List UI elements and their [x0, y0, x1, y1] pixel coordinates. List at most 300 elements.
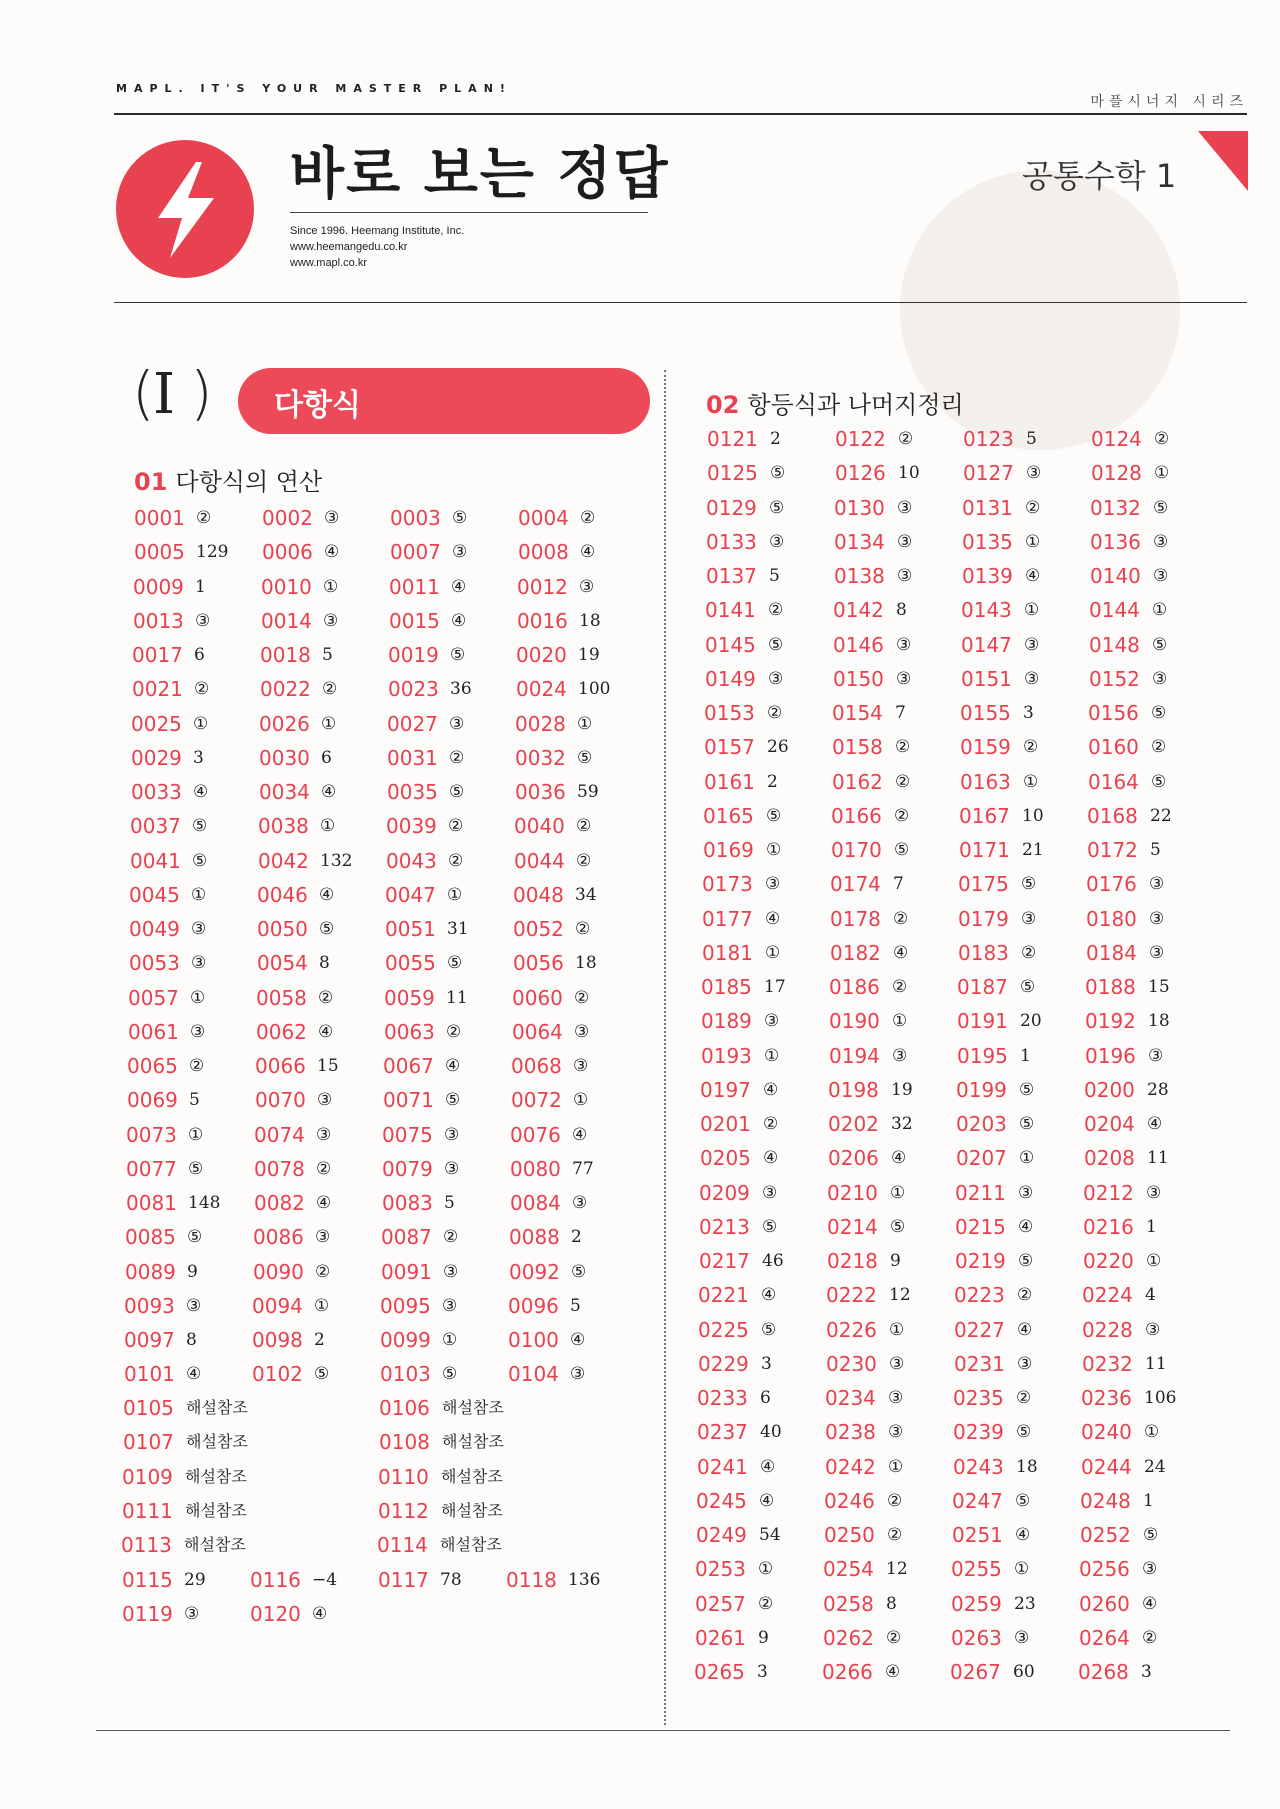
answer-value: 78: [440, 1570, 462, 1590]
answer-item: [834, 561, 913, 591]
question-number: 0098: [252, 1328, 303, 1352]
question-number: 0052: [513, 917, 564, 941]
question-number: 0118: [506, 1568, 557, 1592]
answer-item: [827, 1212, 906, 1242]
answer-value: ④: [319, 885, 335, 905]
answer-value: ⑤: [1151, 772, 1167, 792]
answer-value: 3: [1141, 1662, 1152, 1682]
answer-value: ④: [759, 1491, 775, 1511]
answer-item: [380, 1291, 458, 1321]
answer-item: [832, 767, 911, 797]
answer-value: 7: [895, 703, 906, 723]
answer-value: 1: [1143, 1491, 1154, 1511]
answer-value: ④: [580, 542, 596, 562]
question-number: 0006: [262, 540, 313, 564]
answer-item: [129, 948, 207, 978]
question-number: 0125: [707, 461, 758, 485]
question-number: 0212: [1083, 1181, 1134, 1205]
question-number: 0158: [832, 735, 883, 759]
answer-value: 5: [1150, 840, 1161, 860]
answer-item: [958, 904, 1037, 934]
answer-item: [1087, 835, 1161, 865]
answer-item: [830, 938, 909, 968]
answer-value: ④: [1142, 1594, 1158, 1614]
answer-item: [832, 732, 911, 762]
answer-item: [825, 1417, 904, 1447]
answer-item: [388, 640, 466, 670]
question-number: 0064: [512, 1020, 563, 1044]
answer-value: ⑤: [187, 1227, 203, 1247]
answer-item: [1085, 1006, 1170, 1036]
question-number: 0169: [703, 838, 754, 862]
question-number: 0086: [253, 1225, 304, 1249]
answer-item: [956, 1143, 1035, 1173]
answer-item: [132, 674, 210, 704]
answer-value: ②: [189, 1056, 205, 1076]
answer-item: [706, 527, 785, 557]
answer-item: [258, 846, 353, 876]
question-number: 0211: [955, 1181, 1006, 1205]
answer-item: [1082, 1349, 1167, 1379]
answer-item: [1085, 1041, 1164, 1071]
question-number: 0081: [126, 1191, 177, 1215]
question-number: 0001: [134, 506, 185, 530]
answer-item: [387, 709, 465, 739]
answer-item: [385, 914, 469, 944]
answer-value: 3: [1023, 703, 1034, 723]
answer-value: ③: [444, 1125, 460, 1145]
answer-value: 5: [570, 1296, 581, 1316]
question-number: 0175: [958, 872, 1009, 896]
answer-value: 9: [758, 1628, 769, 1648]
answer-item: [261, 572, 339, 602]
question-number: 0046: [257, 883, 308, 907]
question-number: 0157: [704, 735, 755, 759]
question-number: 0058: [256, 986, 307, 1010]
answer-item: [706, 561, 780, 591]
question-number: 0259: [951, 1592, 1002, 1616]
answer-value: ⑤: [1020, 977, 1036, 997]
answer-value: 5: [189, 1090, 200, 1110]
question-number: 0183: [958, 941, 1009, 965]
section-heading: [134, 462, 322, 497]
answer-value: 31: [447, 919, 469, 939]
answer-value: 2: [767, 772, 778, 792]
answer-value: 해설참조: [441, 1501, 503, 1520]
answer-item: [509, 1257, 587, 1287]
answer-value: 2: [314, 1330, 325, 1350]
question-number: 0231: [954, 1352, 1005, 1376]
answer-value: ③: [317, 1090, 333, 1110]
answer-item: [829, 1041, 908, 1071]
question-number: 0224: [1082, 1283, 1133, 1307]
answer-value: ⑤: [450, 645, 466, 665]
answer-value: 148: [188, 1193, 221, 1213]
answer-value: 59: [577, 782, 599, 802]
answer-item: [1084, 1075, 1169, 1105]
answer-item: [705, 595, 784, 625]
answer-item: [702, 904, 781, 934]
answer-item: [701, 1006, 780, 1036]
answer-value: ②: [318, 988, 334, 1008]
answer-item: [253, 1222, 331, 1252]
answer-item: [125, 1257, 198, 1287]
answer-value: ①: [1154, 463, 1170, 483]
tagline: MAPL. IT'S YOUR MASTER PLAN!: [116, 82, 512, 95]
answer-value: 11: [446, 988, 468, 1008]
answer-value: ①: [765, 943, 781, 963]
answer-item: [825, 1383, 904, 1413]
section-number: 02: [706, 391, 740, 419]
answer-item: [961, 630, 1040, 660]
answer-value: 129: [196, 542, 229, 562]
answer-value: ②: [767, 703, 783, 723]
question-number: 0225: [698, 1318, 749, 1342]
question-number: 0176: [1086, 872, 1137, 896]
answer-item: [133, 572, 206, 602]
question-number: 0258: [823, 1592, 874, 1616]
subject-title: 공통수학 1: [1022, 157, 1177, 195]
answer-value: ②: [576, 851, 592, 871]
question-number: 0083: [382, 1191, 433, 1215]
question-number: 0251: [952, 1523, 1003, 1547]
question-number: 0051: [385, 917, 436, 941]
question-number: 0198: [828, 1078, 879, 1102]
answer-value: ③: [889, 1354, 905, 1374]
answer-item: [382, 1188, 455, 1218]
question-number: 0036: [515, 780, 566, 804]
answer-item: [953, 1383, 1032, 1413]
question-number: 0253: [695, 1557, 746, 1581]
answer-value: ①: [890, 1183, 906, 1203]
answer-value: ③: [769, 532, 785, 552]
answer-item: [834, 493, 913, 523]
answer-item: [262, 503, 340, 533]
column-divider: [664, 370, 666, 1725]
answer-value: 28: [1147, 1080, 1169, 1100]
question-number: 0147: [961, 633, 1012, 657]
answer-item: [514, 811, 592, 841]
question-number: 0032: [515, 746, 566, 770]
question-number: 0053: [129, 951, 180, 975]
question-number: 0144: [1089, 598, 1140, 622]
answer-value: 해설참조: [440, 1535, 502, 1554]
answer-value: ③: [892, 1046, 908, 1066]
answer-value: ①: [577, 714, 593, 734]
question-number: 0201: [700, 1112, 751, 1136]
answer-value: ③: [316, 1125, 332, 1145]
answer-value: 8: [186, 1330, 197, 1350]
answer-value: 8: [886, 1594, 897, 1614]
answer-value: ③: [897, 566, 913, 586]
question-number: 0171: [959, 838, 1010, 862]
answer-value: 3: [761, 1354, 772, 1374]
answer-item: [1081, 1452, 1166, 1482]
question-number: 0223: [954, 1283, 1005, 1307]
question-number: 0041: [130, 849, 181, 873]
question-number: 0264: [1079, 1626, 1130, 1650]
answer-value: ②: [895, 737, 911, 757]
answer-value: ⑤: [1143, 1525, 1159, 1545]
answer-value: ④: [318, 1022, 334, 1042]
answer-item: [513, 948, 597, 978]
answer-value: 6: [760, 1388, 771, 1408]
question-number: 0263: [951, 1626, 1002, 1650]
answer-item: [825, 1452, 904, 1482]
question-number: 0108: [379, 1430, 430, 1454]
answer-item: [512, 983, 590, 1013]
answer-item: [958, 938, 1037, 968]
question-number: 0266: [822, 1660, 873, 1684]
answer-item: [705, 630, 784, 660]
answer-value: ④: [316, 1193, 332, 1213]
answer-value: ②: [893, 909, 909, 929]
answer-item: [123, 1393, 248, 1423]
answer-item: [378, 1496, 503, 1526]
answer-value: 11: [1145, 1354, 1167, 1374]
section-title: 항등식과 나머지정리: [747, 391, 964, 419]
answer-item: [130, 846, 208, 876]
answer-item: [255, 1085, 333, 1115]
answer-item: [384, 1017, 462, 1047]
lightning-bolt-icon: [116, 140, 254, 278]
question-number: 0079: [382, 1157, 433, 1181]
question-number: 0101: [124, 1362, 175, 1386]
question-number: 0023: [388, 677, 439, 701]
answer-item: [957, 972, 1036, 1002]
question-number: 0103: [380, 1362, 431, 1386]
answer-value: ③: [896, 635, 912, 655]
question-number: 0014: [261, 609, 312, 633]
question-number: 0090: [253, 1260, 304, 1284]
answer-value: 18: [575, 953, 597, 973]
answer-item: [513, 880, 597, 910]
question-number: 0179: [958, 907, 1009, 931]
question-number: 0080: [510, 1157, 561, 1181]
question-number: 0186: [829, 975, 880, 999]
answer-value: ②: [448, 816, 464, 836]
answer-item: [953, 1452, 1038, 1482]
question-number: 0184: [1086, 941, 1137, 965]
answer-item: [707, 424, 781, 454]
answer-value: ③: [323, 611, 339, 631]
answer-item: [388, 674, 472, 704]
answer-item: [124, 1325, 197, 1355]
answer-value: ②: [894, 806, 910, 826]
answer-value: 1: [1020, 1046, 1031, 1066]
answer-value: 60: [1013, 1662, 1035, 1682]
question-number: 0190: [829, 1009, 880, 1033]
question-number: 0218: [827, 1249, 878, 1273]
question-number: 0018: [260, 643, 311, 667]
answer-value: ③: [1149, 909, 1165, 929]
question-number: 0152: [1089, 667, 1140, 691]
answer-value: ④: [1017, 1320, 1033, 1340]
question-number: 0189: [701, 1009, 752, 1033]
answer-value: ②: [574, 988, 590, 1008]
answer-value: ②: [315, 1262, 331, 1282]
question-number: 0156: [1088, 701, 1139, 725]
answer-value: ⑤: [1018, 1251, 1034, 1271]
answer-item: [383, 1085, 461, 1115]
answer-value: ①: [1014, 1559, 1030, 1579]
answer-item: [1086, 869, 1165, 899]
answer-item: [953, 1417, 1032, 1447]
answer-value: ③: [579, 577, 595, 597]
answer-value: ①: [888, 1457, 904, 1477]
answer-item: [697, 1383, 771, 1413]
question-number: 0243: [953, 1455, 1004, 1479]
answer-item: [829, 1006, 908, 1036]
question-number: 0238: [825, 1420, 876, 1444]
answer-value: ①: [889, 1320, 905, 1340]
answer-value: 136: [568, 1570, 601, 1590]
question-number: 0055: [385, 951, 436, 975]
answer-value: ①: [320, 816, 336, 836]
answer-item: [1079, 1589, 1158, 1619]
question-number: 0089: [125, 1260, 176, 1284]
answer-value: ①: [764, 1046, 780, 1066]
answer-item: [826, 1349, 905, 1379]
question-number: 0117: [378, 1568, 429, 1592]
answer-value: ⑤: [1019, 1114, 1035, 1134]
question-number: 0246: [824, 1489, 875, 1513]
question-number: 0099: [380, 1328, 431, 1352]
answer-value: ②: [892, 977, 908, 997]
answer-item: [962, 561, 1041, 591]
answer-item: [959, 835, 1044, 865]
answer-item: [1080, 1520, 1159, 1550]
section-title: 다항식의 연산: [175, 468, 323, 496]
answer-value: 해설참조: [186, 1432, 248, 1451]
question-number: 0234: [825, 1386, 876, 1410]
answer-value: ④: [445, 1056, 461, 1076]
question-number: 0039: [386, 814, 437, 838]
answer-item: [254, 1154, 332, 1184]
question-number: 0228: [1082, 1318, 1133, 1342]
answer-item: [259, 709, 337, 739]
answer-value: ⑤: [319, 919, 335, 939]
answer-item: [695, 1589, 774, 1619]
answer-item: [385, 880, 463, 910]
answer-value: ③: [1017, 1354, 1033, 1374]
question-number: 0209: [699, 1181, 750, 1205]
question-number: 0002: [262, 506, 313, 530]
question-number: 0200: [1084, 1078, 1135, 1102]
answer-value: 해설참조: [442, 1432, 504, 1451]
answer-value: 2: [770, 429, 781, 449]
answer-item: [255, 1051, 339, 1081]
answer-item: [377, 1530, 502, 1560]
question-number: 0207: [956, 1146, 1007, 1170]
question-number: 0016: [517, 609, 568, 633]
answer-item: [516, 640, 600, 670]
question-number: 0111: [122, 1499, 173, 1523]
answer-item: [958, 869, 1037, 899]
answer-value: ①: [573, 1090, 589, 1110]
header-divider: [114, 302, 1247, 303]
question-number: 0182: [830, 941, 881, 965]
answer-item: [511, 1051, 589, 1081]
answer-item: [127, 1051, 205, 1081]
answer-value: 9: [890, 1251, 901, 1271]
answer-value: ①: [1152, 600, 1168, 620]
answer-item: [129, 880, 207, 910]
answer-value: ④: [893, 943, 909, 963]
answer-value: ②: [448, 851, 464, 871]
question-number: 0249: [696, 1523, 747, 1547]
answer-item: [955, 1178, 1034, 1208]
answer-item: [1078, 1657, 1152, 1687]
answer-value: ③: [1153, 532, 1169, 552]
question-number: 0042: [258, 849, 309, 873]
answer-value: ③: [184, 1604, 200, 1624]
question-number: 0020: [516, 643, 567, 667]
question-number: 0113: [121, 1533, 172, 1557]
answer-value: ⑤: [314, 1364, 330, 1384]
answer-item: [259, 743, 332, 773]
answer-item: [960, 767, 1039, 797]
question-number: 0154: [832, 701, 883, 725]
answer-item: [122, 1462, 247, 1492]
answer-item: [833, 630, 912, 660]
question-number: 0229: [698, 1352, 749, 1376]
answer-value: ③: [888, 1388, 904, 1408]
answer-value: ⑤: [449, 782, 465, 802]
answer-value: 해설참조: [442, 1398, 504, 1417]
answer-item: [1089, 595, 1168, 625]
question-number: 0197: [700, 1078, 751, 1102]
answer-value: ①: [190, 988, 206, 1008]
answer-item: [1083, 1178, 1162, 1208]
question-number: 0244: [1081, 1455, 1132, 1479]
question-number: 0038: [258, 814, 309, 838]
question-number: 0067: [383, 1054, 434, 1078]
answer-value: ⑤: [192, 816, 208, 836]
answer-item: [1091, 458, 1170, 488]
answer-item: [257, 948, 330, 978]
question-number: 0252: [1080, 1523, 1131, 1547]
question-number: 0174: [830, 872, 881, 896]
answer-item: [835, 458, 920, 488]
answer-value: ②: [194, 679, 210, 699]
answer-value: ②: [1154, 429, 1170, 449]
answer-item: [254, 1188, 332, 1218]
answer-item: [128, 983, 206, 1013]
answer-value: 2: [571, 1227, 582, 1247]
answer-item: [1090, 493, 1169, 523]
answer-item: [699, 1178, 778, 1208]
answer-value: ②: [1142, 1628, 1158, 1648]
answer-item: [827, 1178, 906, 1208]
question-number: 0265: [694, 1660, 745, 1684]
answer-value: ④: [891, 1148, 907, 1168]
answer-item: [1081, 1383, 1177, 1413]
question-number: 0168: [1087, 804, 1138, 828]
answer-item: [956, 1075, 1035, 1105]
answer-item: [706, 493, 785, 523]
answer-item: [830, 904, 909, 934]
question-number: 0142: [833, 598, 884, 622]
question-number: 0262: [823, 1626, 874, 1650]
answer-value: 17: [764, 977, 786, 997]
answer-item: [126, 1188, 221, 1218]
question-number: 0011: [389, 575, 440, 599]
question-number: 0035: [387, 780, 438, 804]
answer-value: ④: [312, 1604, 328, 1624]
answer-item: [508, 1359, 586, 1389]
answer-item: [131, 709, 209, 739]
